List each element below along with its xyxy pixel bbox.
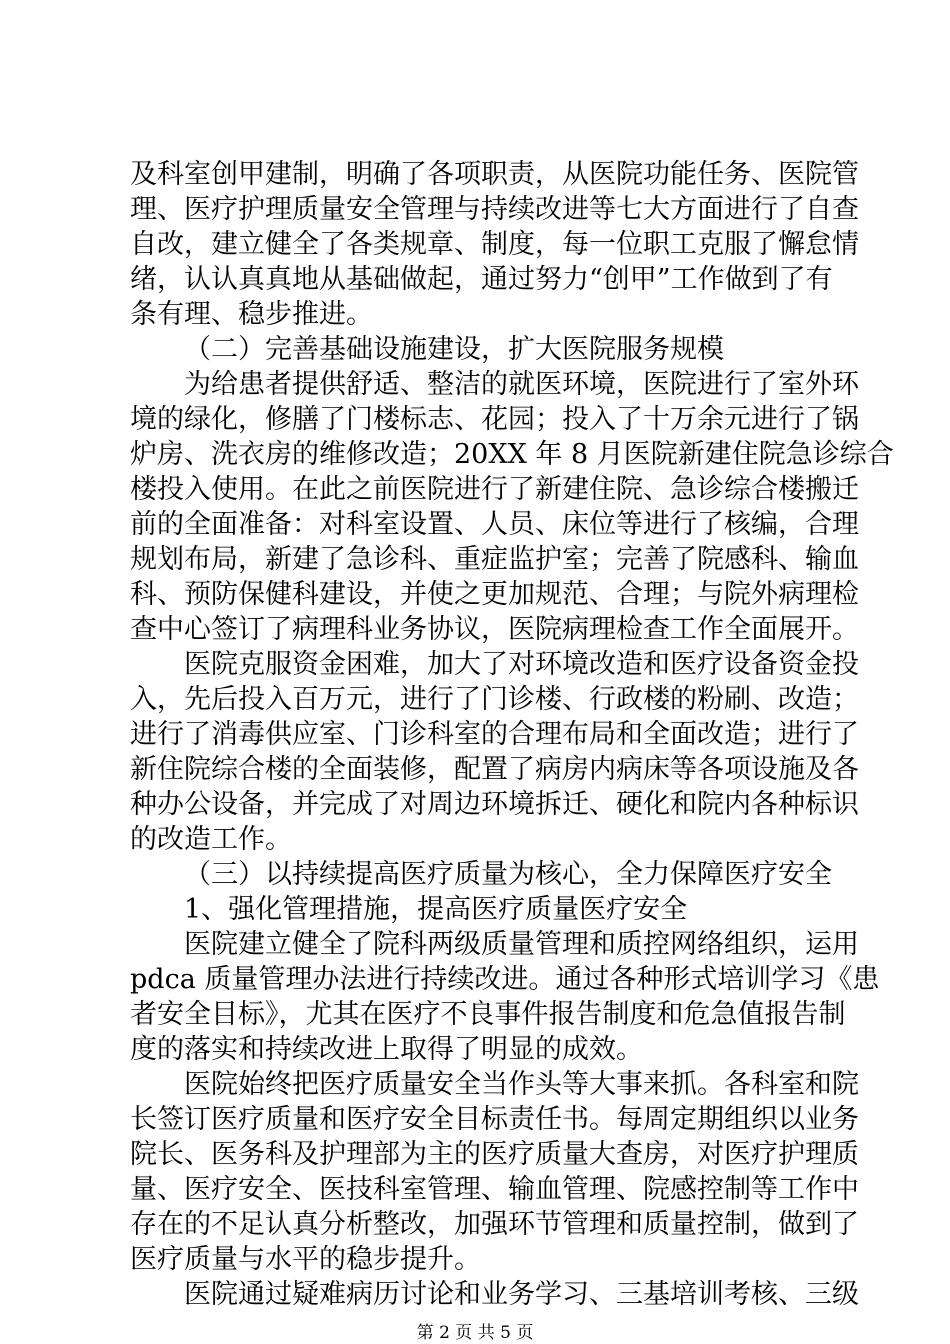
text-line: 规划布局，新建了急诊科、重症监护室；完善了院感科、输血: [130, 544, 859, 575]
text-line: 绪，认认真真地从基础做起，通过努力“创甲”工作做到了有: [130, 264, 833, 295]
text-line: 科、预防保健科建设，并使之更加规范、合理；与院外病理检: [130, 579, 859, 610]
text-line: 入，先后投入百万元，进行了门诊楼、行政楼的粉刷、改造；: [130, 684, 859, 715]
text-line: 医疗质量与水平的稳步提升。: [130, 1244, 481, 1275]
text-line: 境的绿化，修膳了门楼标志、花园；投入了十万余元进行了锅: [130, 404, 859, 435]
text-line: 长签订医疗质量和医疗安全目标责任书。每周定期组织以业务: [130, 1104, 859, 1135]
subsection-heading: 1、强化管理措施，提高医疗质量医疗安全: [184, 894, 688, 925]
text-line: 的改造工作。: [130, 824, 292, 855]
text-line: 及科室创甲建制，明确了各项职责，从医院功能任务、医院管: [130, 159, 859, 190]
text-line: 进行了消毒供应室、门诊科室的合理布局和全面改造；进行了: [130, 719, 859, 750]
text-line: 条有理、稳步推进。: [130, 299, 373, 330]
text-line: 医院始终把医疗质量安全当作头等大事来抓。各科室和院: [184, 1069, 859, 1100]
text-line: 者安全目标》，尤其在医疗不良事件报告制度和危急值报告制: [130, 999, 846, 1030]
text-line: 新住院综合楼的全面装修，配置了病房内病床等各项设施及各: [130, 754, 859, 785]
text-line: 为给患者提供舒适、整洁的就医环境，医院进行了室外环: [184, 369, 859, 400]
text-line: 炉房、洗衣房的维修改造；20XX 年 8 月医院新建住院急诊综合: [130, 439, 894, 470]
text-line: 查中心签订了病理科业务协议，医院病理检查工作全面展开。: [130, 614, 859, 645]
text-line: 量、医疗安全、医技科室管理、输血管理、院感控制等工作中: [130, 1174, 859, 1205]
section-heading: （三）以持续提高医疗质量为核心，全力保障医疗安全: [184, 859, 832, 890]
text-line: 楼投入使用。在此之前医院进行了新建住院、急诊综合楼搬迁: [130, 474, 859, 505]
text-line: 医院克服资金困难，加大了对环境改造和医疗设备资金投: [184, 649, 859, 680]
text-line: 理、医疗护理质量安全管理与持续改进等七大方面进行了自查: [130, 194, 859, 225]
text-line: 医院建立健全了院科两级质量管理和质控网络组织，运用: [184, 929, 859, 960]
text-line: 度的落实和持续改进上取得了明显的成效。: [130, 1034, 643, 1065]
text-line: 医院通过疑难病历讨论和业务学习、三基培训考核、三级: [184, 1279, 859, 1310]
text-line: 自改，建立健全了各类规章、制度，每一位职工克服了懈怠情: [130, 229, 859, 260]
text-line: 种办公设备，并完成了对周边环境拆迁、硬化和院内各种标识: [130, 789, 859, 820]
text-line: 前的全面准备：对科室设置、人员、床位等进行了核编，合理: [130, 509, 859, 540]
text-line: 存在的不足认真分析整改，加强环节管理和质量控制，做到了: [130, 1209, 859, 1240]
section-heading: （二）完善基础设施建设，扩大医院服务规模: [184, 334, 724, 365]
page-footer: 第 2 页 共 5 页: [416, 1323, 534, 1343]
text-line: pdca 质量管理办法进行持续改进。通过各种形式培训学习《患: [130, 964, 880, 995]
text-line: 院长、医务科及护理部为主的医疗质量大查房，对医疗护理质: [130, 1139, 859, 1170]
